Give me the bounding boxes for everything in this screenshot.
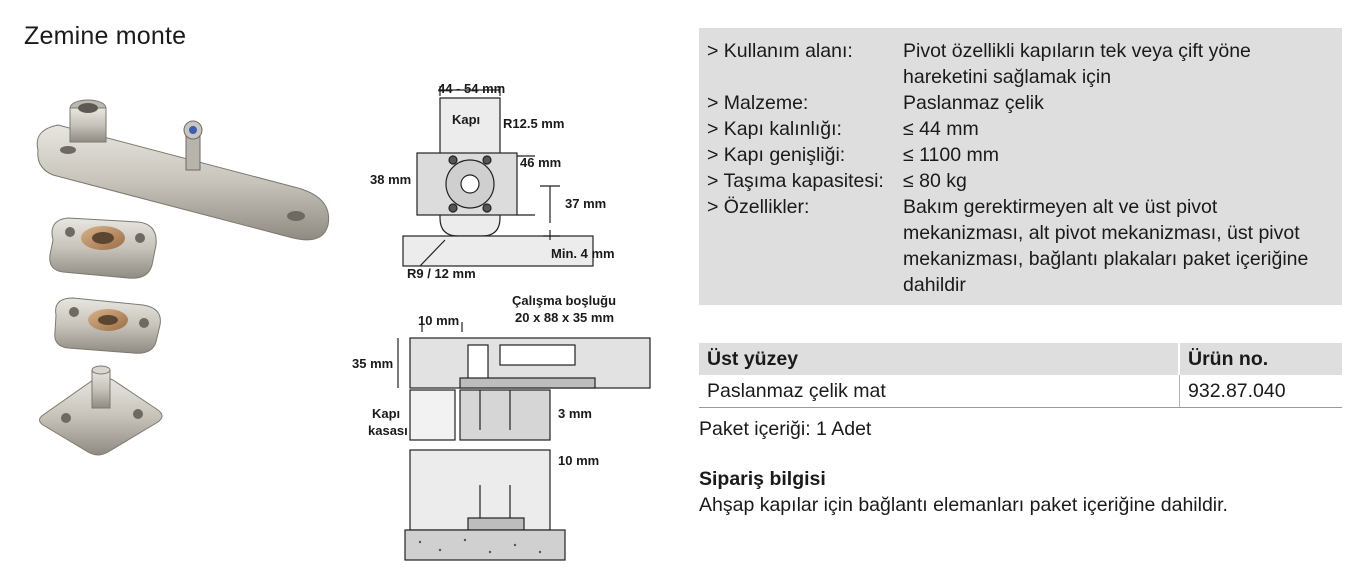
spec-row-capacity <box>707 168 1332 194</box>
dim-10-bottom: 10 mm <box>558 453 600 468</box>
dim-width-range: 44 - 54 mm <box>438 81 506 96</box>
spec-row-features <box>707 194 1332 298</box>
product-photos <box>28 80 348 480</box>
spec-label: > Kapı genişliği: <box>707 144 846 166</box>
spec-row-width <box>707 142 1332 168</box>
pin-plate-photo <box>40 366 163 455</box>
dim-radius-top: R12.5 mm <box>503 116 565 131</box>
dim-radius-bottom: R9 / 12 mm <box>407 266 476 281</box>
bushing-plate-2-photo <box>55 298 161 353</box>
bushing-plate-photo <box>50 218 156 278</box>
order-info-text: Ahşap kapılar için bağlantı elemanları paket içeriğine dahildir. <box>699 494 1228 516</box>
dim-min-gap: Min. 4 mm <box>551 246 615 261</box>
spec-value: Bakım gerektirmeyen alt ve üst pivot mekanizması, alt pivot mekanizması, üst pivot mekanizması, bağlantı plakaları paket içeriğine dahildir <box>903 196 1309 296</box>
spec-label: > Taşıma kapasitesi: <box>707 170 884 192</box>
spec-row-usage <box>707 38 1332 90</box>
table-header <box>699 343 1342 375</box>
spec-value: ≤ 44 mm <box>903 118 979 140</box>
door-label: Kapı <box>452 112 481 127</box>
spec-value: ≤ 80 kg <box>903 170 967 192</box>
header-product-no: Ürün no. <box>1188 347 1269 370</box>
dim-38: 38 mm <box>370 172 412 187</box>
spec-value: Pivot özellikli kapıların tek veya çift yöne hareketini sağlamak için <box>903 40 1251 88</box>
dim-46: 46 mm <box>520 155 562 170</box>
working-space-label: Çalışma boşluğu <box>512 293 617 308</box>
page-title: Zemine monte <box>24 22 187 50</box>
cell-surface: Paslanmaz çelik mat <box>699 375 1180 407</box>
spec-value: Paslanmaz çelik <box>903 92 1044 114</box>
frame-label-2: kasası <box>368 423 408 438</box>
cell-product-no: 932.87.040 <box>1188 379 1286 402</box>
top-view-drawing <box>355 78 655 288</box>
spec-label: > Malzeme: <box>707 92 809 114</box>
spec-label: > Kapı kalınlığı: <box>707 118 842 140</box>
product-table <box>699 343 1342 408</box>
header-surface: Üst yüzey <box>699 343 1180 375</box>
spec-row-thickness <box>707 116 1332 142</box>
frame-label-1: Kapı <box>372 406 401 421</box>
dim-37: 37 mm <box>565 196 607 211</box>
spec-value: ≤ 1100 mm <box>903 144 999 166</box>
dim-10-top: 10 mm <box>418 313 460 328</box>
spec-label: > Kullanım alanı: <box>707 40 853 62</box>
dim-35: 35 mm <box>352 356 394 371</box>
dim-3: 3 mm <box>558 406 592 421</box>
section-view-drawing <box>350 290 660 565</box>
spec-row-material <box>707 90 1332 116</box>
spec-box <box>699 28 1342 305</box>
spec-label: > Özellikler: <box>707 196 810 218</box>
order-info-title: Sipariş bilgisi <box>699 468 826 490</box>
table-row <box>699 375 1342 408</box>
working-space-dims: 20 x 88 x 35 mm <box>515 310 615 325</box>
package-contents: Paket içeriği: 1 Adet <box>699 418 872 440</box>
